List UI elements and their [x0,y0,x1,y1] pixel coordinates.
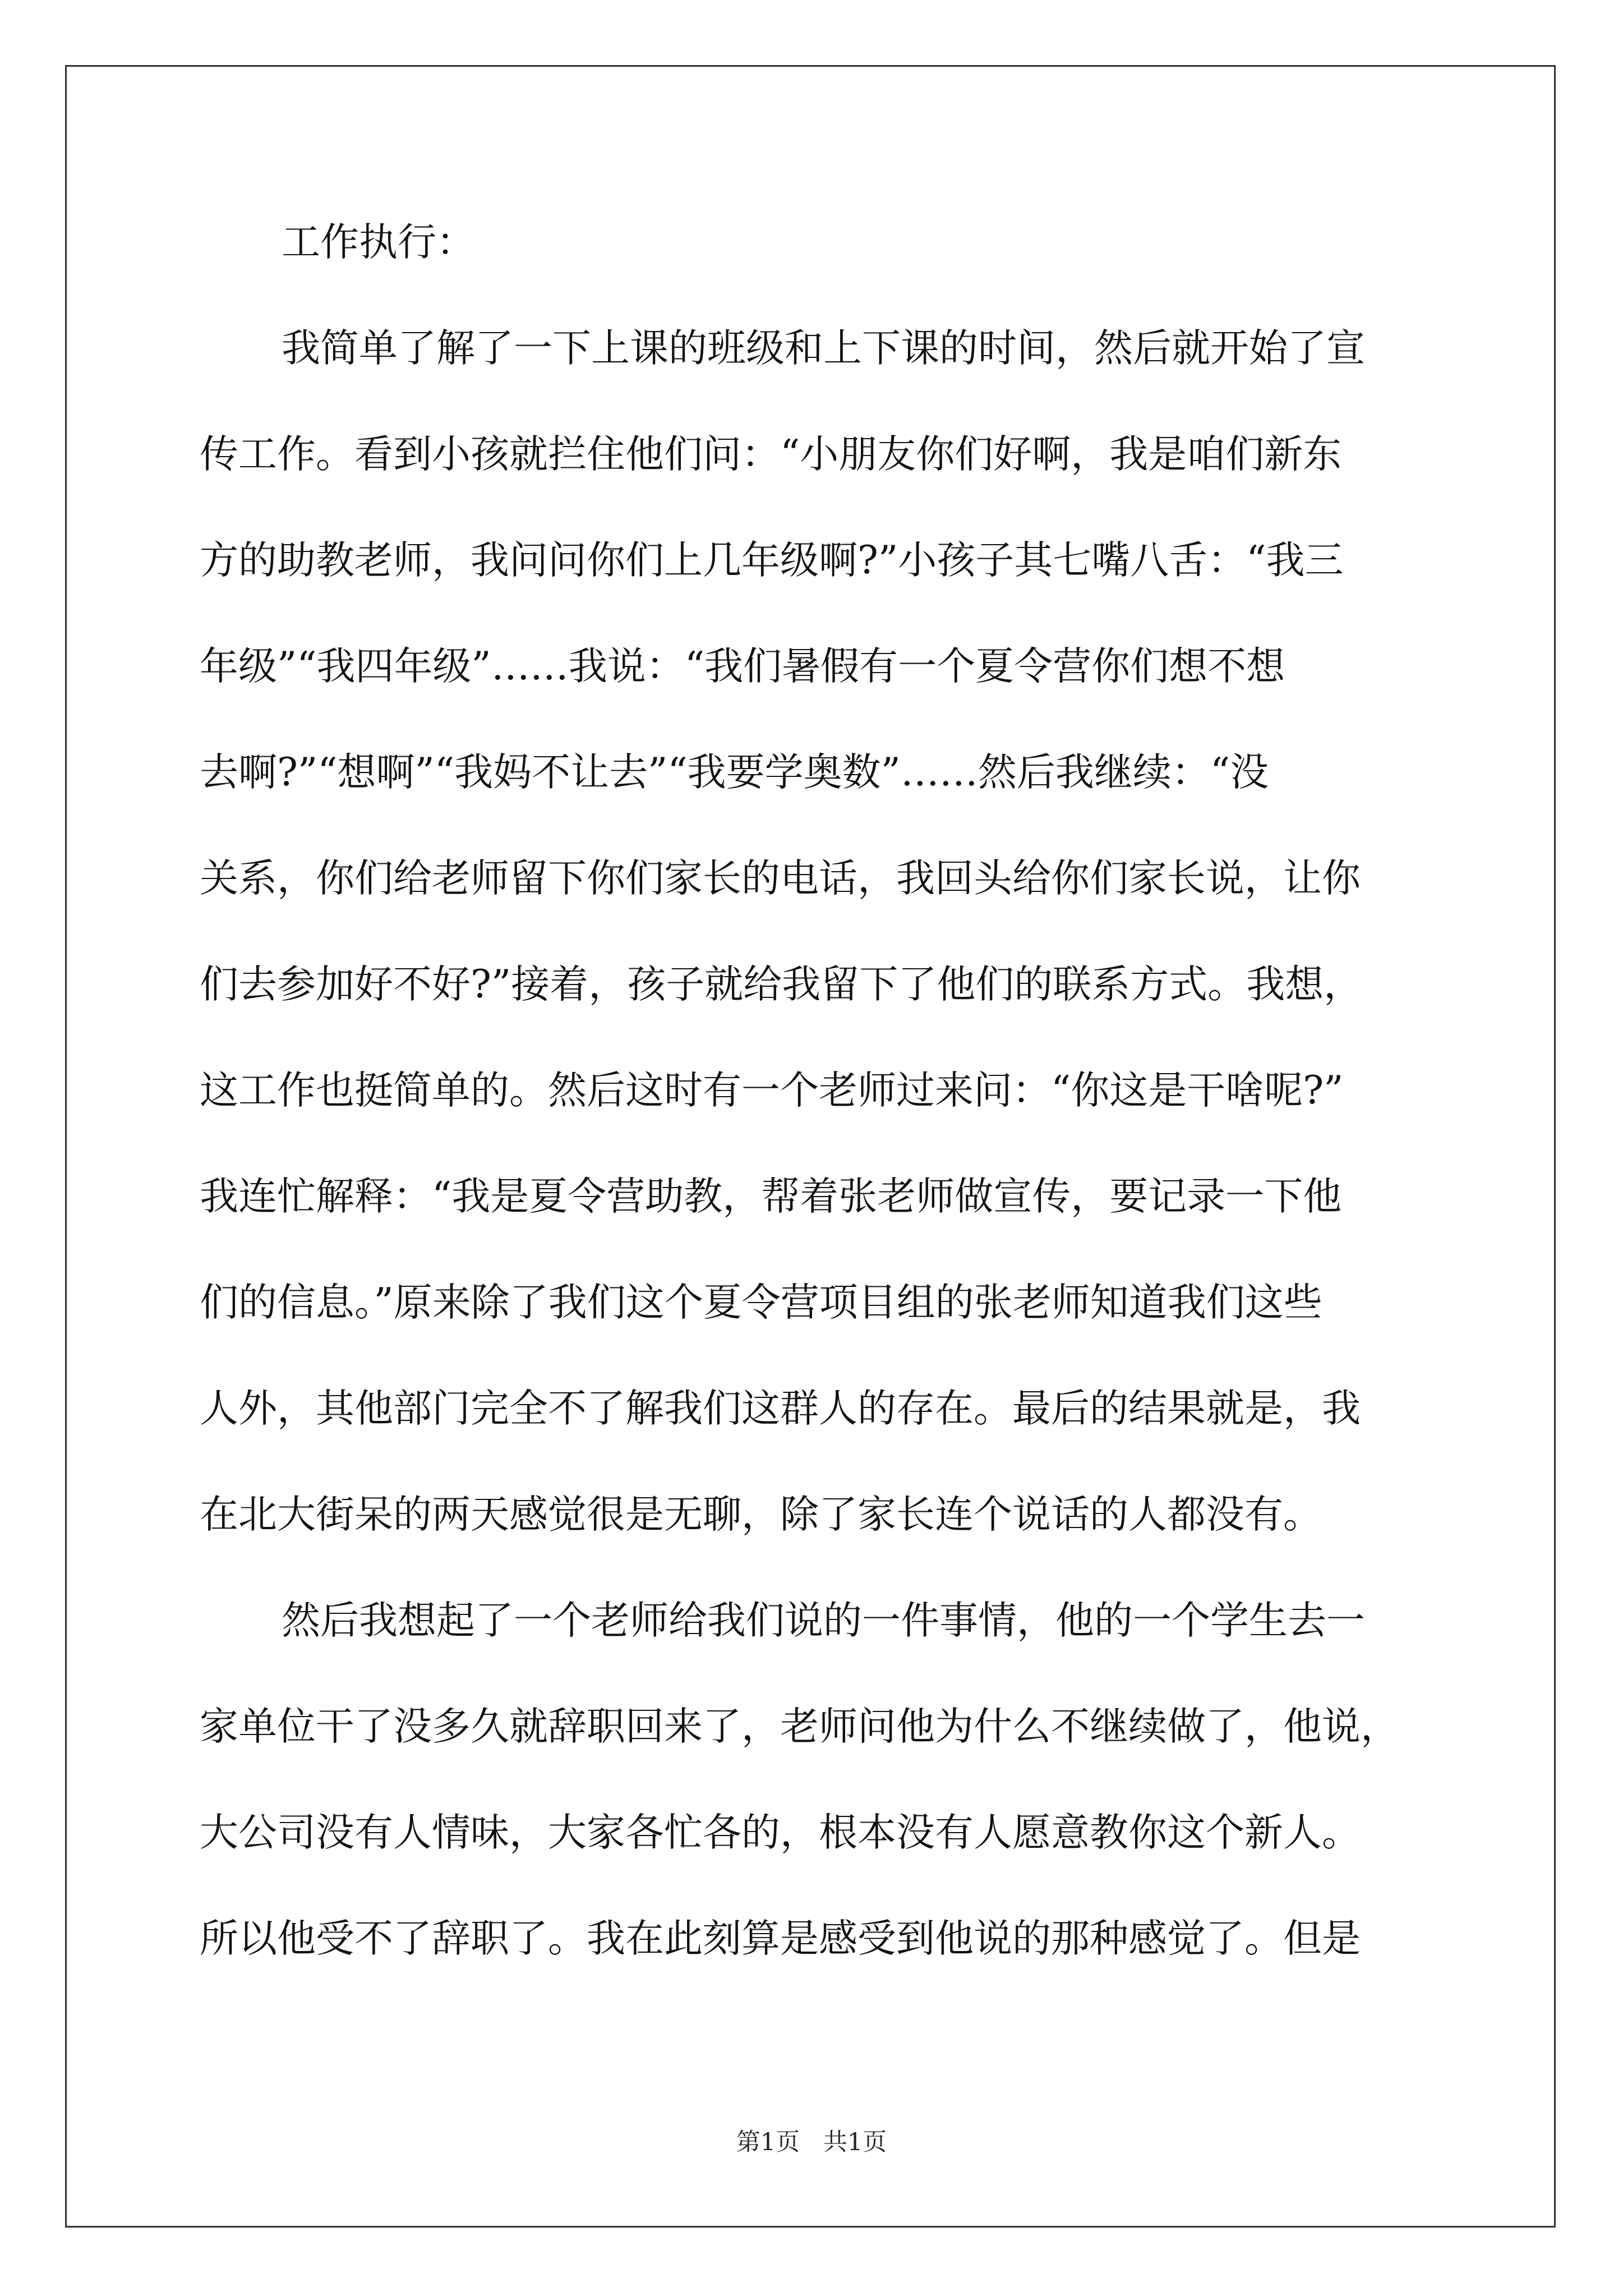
text-line: 所以他受不了辞职了。我在此刻算是感受到他说的那种感觉了。但是 [200,1916,1361,1961]
text-line: 们的信息。”原来除了我们这个夏令营项目组的张老师知道我们这些 [200,1280,1322,1325]
page-number-current: 第1页 [736,2128,800,2156]
text-line: 们去参加好不好?”接着，孩子就给我留下了他们的联系方式。我想， [200,962,1363,1007]
text-line: 传工作。看到小孩就拦住他们问：“小朋友你们好啊，我是咱们新东 [200,432,1342,477]
text-line: 在北大街呆的两天感觉很是无聊，除了家长连个说话的人都没有。 [200,1492,1322,1537]
text-line: 关系，你们给老师留下你们家长的电话，我回头给你们家长说，让你 [200,856,1361,901]
page-footer [0,2125,1623,2159]
text-line: 大公司没有人情味，大家各忙各的，根本没有人愿意教你这个新人。 [200,1810,1361,1855]
text-line: 年级”“我四年级”……我说：“我们暑假有一个夏令营你们想不想 [200,644,1285,689]
text-line: 方的助教老师，我问问你们上几年级啊?”小孩子其七嘴八舌：“我三 [200,538,1344,583]
text-line: 家单位干了没多久就辞职回来了，老师问他为什么不继续做了，他说， [200,1704,1399,1749]
text-line-heading: 工作执行： [282,220,475,265]
text-line: 去啊?”“想啊”“我妈不让去”“我要学奥数”……然后我继续：“没 [200,750,1269,795]
document-body [200,216,1428,2018]
text-line: 人外，其他部门完全不了解我们这群人的存在。最后的结果就是，我 [200,1386,1361,1431]
page-number-total: 共1页 [823,2128,887,2156]
text-line: 我简单了解了一下上课的班级和上下课的时间，然后就开始了宣 [282,326,1365,371]
text-line: 这工作也挺简单的。然后这时有一个老师过来问：“你这是干啥呢?” [200,1068,1344,1113]
text-line: 然后我想起了一个老师给我们说的一件事情，他的一个学生去一 [282,1598,1365,1643]
text-line: 我连忙解释：“我是夏令营助教，帮着张老师做宣传，要记录一下他 [200,1174,1342,1219]
